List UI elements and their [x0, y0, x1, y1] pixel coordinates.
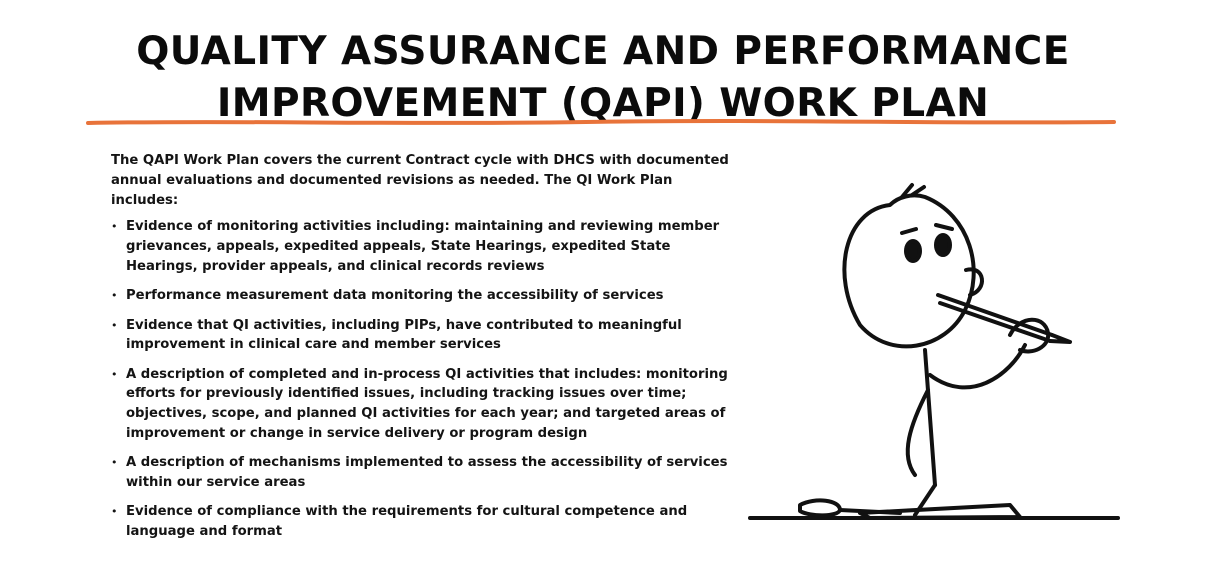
list-item: • Performance measurement data monitoring the accessibility of services [111, 286, 736, 306]
list-item: • Evidence of compliance with the requirements for cultural competence and language and format [111, 502, 736, 542]
page-title-line-2: IMPROVEMENT (QAPI) WORK PLAN [216, 81, 990, 126]
title-underline [86, 117, 1116, 129]
thinking-stick-figure-icon [740, 175, 1130, 535]
page-title [0, 26, 1206, 130]
list-item: • A description of mechanisms implemented to assess the accessibility of services within our service areas [111, 453, 736, 493]
list-item: • A description of completed and in-process QI activities that includes: monitoring efforts for previously identified issues, including tracking issues over time; objectives, scope, and planned QI activities for each year; and targeted areas of improvement or change in service delivery or program design [111, 365, 736, 444]
work-plan-list [111, 217, 736, 542]
list-item: • Evidence that QI activities, including PIPs, have contributed to meaningful improvement in clinical care and member services [111, 316, 736, 356]
work-plan-content [111, 151, 736, 552]
intro-paragraph: The QAPI Work Plan covers the current Contract cycle with DHCS with documented annual evaluations and documented revisions as needed. The QI Work Plan includes: [111, 153, 729, 208]
page-title-line-1: QUALITY ASSURANCE AND PERFORMANCE [136, 29, 1070, 74]
list-item: • Evidence of monitoring activities including: maintaining and reviewing member grievances, appeals, expedited appeals, State Hearings, expedited State Hearings, provider appeals, and clinical records reviews [111, 217, 736, 276]
